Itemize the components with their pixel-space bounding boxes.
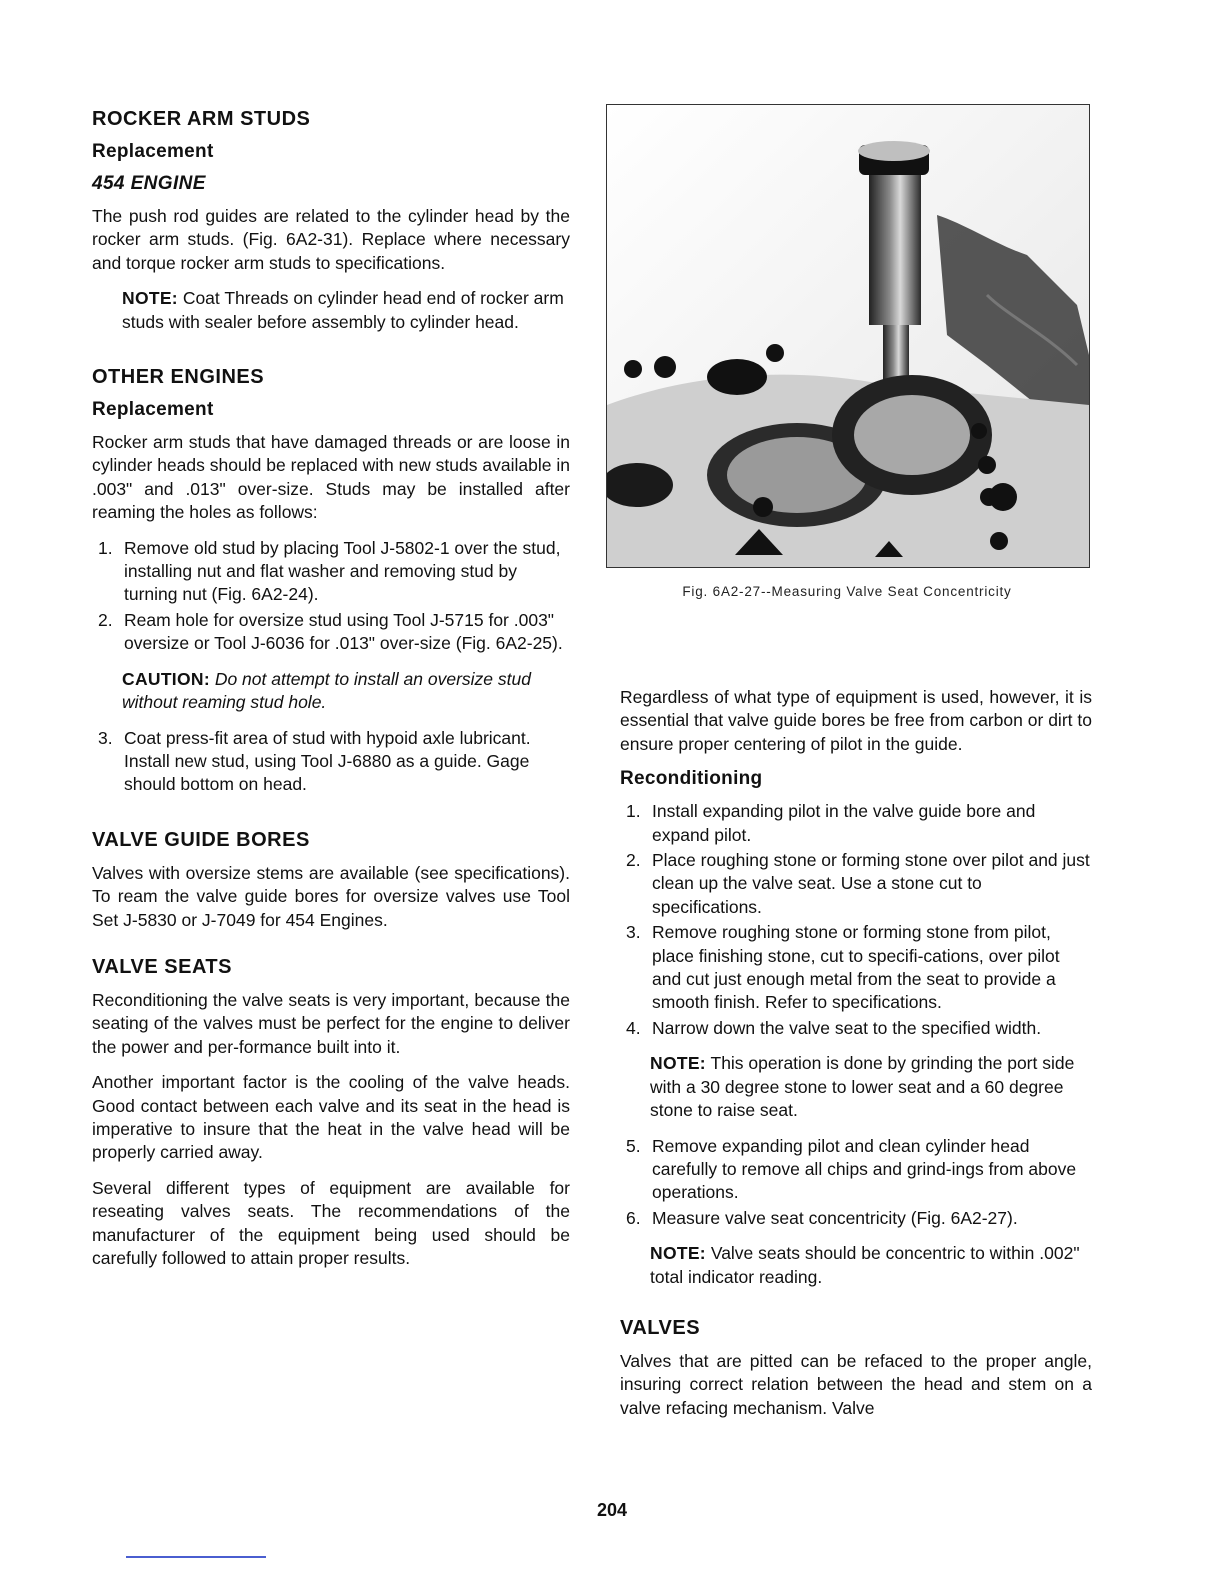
note-label: NOTE: [650,1243,706,1264]
note-text: This operation is done by grinding the port side with a 30 degree stone to lower seat and a 60 degree stone to raise seat. [650,1053,1075,1121]
list-item [620,921,1092,1015]
photo-illustration [607,105,1089,567]
stud-replacement-steps-cont [92,727,570,797]
step-number: 2. [626,850,641,871]
reconditioning-steps-cont [620,1135,1092,1231]
paragraph-equipment-types: Several different types of equipment are available for reseating valves seats. The recommendations of the manufacturer of the equipment being used should be carefully followed to attain proper results. [92,1177,570,1268]
subheading-replacement: Replacement [92,141,214,162]
note-valve-seats-concentric [650,1242,1092,1289]
note-text: Valve seats should be concentric to within .002" total indicator reading. [650,1243,1080,1287]
note-label: NOTE: [122,288,178,309]
paragraph-oversize-stems: Valves with oversize stems are available (see specifications). To ream the valve guide bores for oversize valves use Tool Set J-5830 or J-7049 for 454 Engines. [92,862,570,930]
figure-valve-seat-concentricity [606,104,1090,568]
subheading-replacement-other: Replacement [92,399,214,421]
note-coat-threads [122,287,570,334]
step-number: 3. [626,922,641,943]
caution-text: Do not attempt to install an oversize stud without reaming stud hole. [122,668,531,713]
page-number: 204 [596,1500,628,1520]
right-column [620,686,1092,1432]
paragraph-equipment-clean-bores: Regardless of what type of equipment is used, however, it is essential that valve guide bores be free from carbon or dirt to ensure proper centering of pilot in the guide. [620,687,1092,754]
subheading-reconditioning: Reconditioning [620,768,763,790]
step-text: Measure valve seat concentricity (Fig. 6A2-27). [652,1207,1018,1228]
section-heading-valve-seats: VALVE SEATS [92,955,232,978]
section-heading-valves: VALVES [620,1316,701,1339]
paragraph-reconditioning-seats: Reconditioning the valve seats is very important, because the seating of the valves must be perfect for the engine to deliver the power and per-formance built into it. [92,989,570,1057]
step-number: 5. [626,1135,641,1156]
step-number: 4. [626,1017,641,1038]
step-text: Narrow down the valve seat to the specified width. [652,1017,1042,1038]
step-text: Remove old stud by placing Tool J-5802-1 over the stud, installing nut and flat washer and removing stud by turning nut (Fig. 6A2-24). [124,537,561,605]
step-number: 1. [626,801,641,822]
step-text: Ream hole for oversize stud using Tool J-5715 for .003" oversize or Tool J-6036 for .013" over-size (Fig. 6A2-25). [124,609,563,654]
caution-label: CAUTION: [122,668,210,689]
note-label: NOTE: [650,1053,706,1074]
list-item [92,727,570,797]
paragraph-cooling-valve-heads: Another important factor is the cooling of the valve heads. Good contact between each valve and its seat in the head is imperative to insure that the heat in the valve head will be properly carried away. [92,1072,570,1163]
step-text: Install expanding pilot in the valve guide bore and expand pilot. [652,801,1036,845]
list-item [620,849,1092,919]
list-item [92,609,570,656]
list-item [92,537,570,607]
paragraph-damaged-threads: Rocker arm studs that have damaged threads or are loose in cylinder heads should be replaced with new studs available in .003" and .013" over-size. Studs may be installed after reaming the holes as follows: [92,432,570,523]
section-heading-valve-guide-bores: VALVE GUIDE BORES [92,828,310,851]
paragraph-push-rod-guides: The push rod guides are related to the cylinder head by the rocker arm studs. (Fig. 6A2-31). Replace where necessary and torque rocker arm studs to specifications. [92,206,570,273]
list-item [620,1207,1092,1230]
subheading-454-engine: 454 ENGINE [92,173,206,194]
section-heading-rocker-arm-studs: ROCKER ARM STUDS [92,108,311,130]
step-number: 2. [98,609,113,630]
paragraph-pitted-valves: Valves that are pitted can be refaced to the proper angle, insuring correct relation between the head and stem on a valve refacing mechanism. Valve [620,1350,1092,1418]
section-heading-other-engines: OTHER ENGINES [92,366,265,389]
step-number: 6. [626,1207,641,1228]
left-column [92,108,570,1282]
list-item [620,1135,1092,1205]
caution-ream-stud-hole [122,668,570,715]
note-text: Coat Threads on cylinder head end of rocker arm studs with sealer before assembly to cylinder head. [122,288,564,332]
note-grinding-port-side [650,1052,1092,1122]
step-number: 1. [98,537,113,558]
stud-replacement-steps [92,537,570,656]
list-item [620,800,1092,847]
list-item [620,1017,1092,1040]
figure-caption: Fig. 6A2-27--Measuring Valve Seat Concentricity [682,584,1012,599]
reconditioning-steps [620,800,1092,1040]
scan-artifact-line [126,1556,266,1558]
step-number: 3. [98,727,113,748]
step-text: Coat press-fit area of stud with hypoid axle lubricant. Install new stud, using Tool J-6880 as a guide. Gage should bottom on head. [124,727,531,795]
step-text: Place roughing stone or forming stone over pilot and just clean up the valve seat. Use a stone cut to specifications. [652,850,1090,917]
step-text: Remove roughing stone or forming stone from pilot, place finishing stone, cut to specifi-cations, over pilot and cut just enough metal from the seat to provide a smooth finish. Refer to specifications. [652,922,1060,1013]
step-text: Remove expanding pilot and clean cylinder head carefully to remove all chips and grind-ings from above operations. [652,1135,1077,1203]
